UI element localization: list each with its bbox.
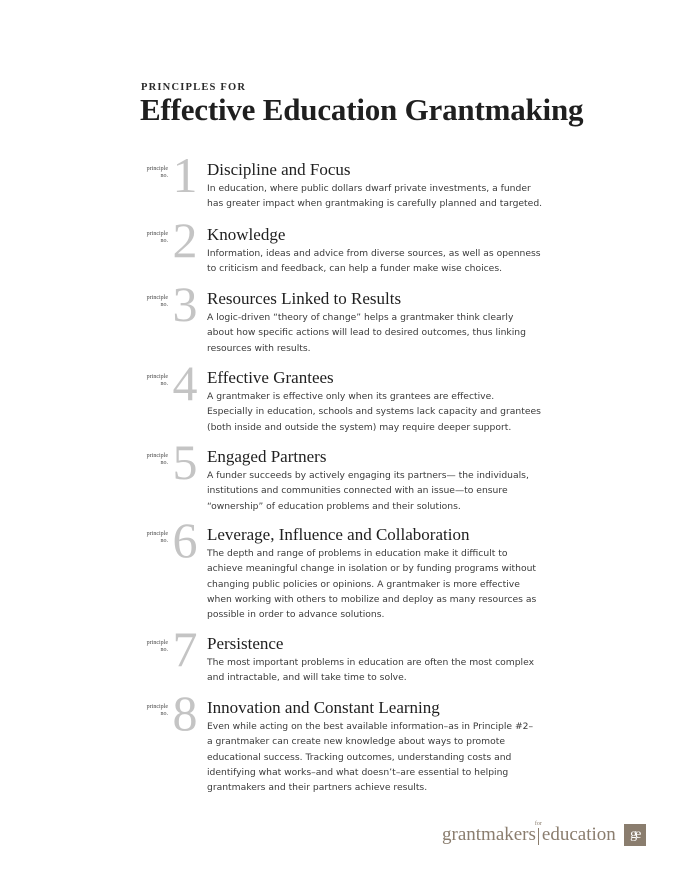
principle-number: 8 bbox=[172, 685, 198, 741]
page-title: Effective Education Grantmaking bbox=[140, 92, 584, 127]
principle-heading: Resources Linked to Results bbox=[207, 289, 402, 308]
principle-label: principle no. bbox=[146, 531, 168, 544]
principle-description: Information, ideas and advice from diverse sources, as well as openness to criticism and feedback, can help a funder make wise choices. bbox=[207, 248, 541, 275]
principle-label: principle no. bbox=[146, 295, 168, 308]
principle-heading: Leverage, Influence and Collaboration bbox=[207, 525, 470, 544]
principle-number: 2 bbox=[172, 212, 198, 268]
principle-heading: Discipline and Focus bbox=[207, 160, 351, 179]
principle-label: principle no. bbox=[146, 453, 168, 466]
ge-monogram-icon: ge bbox=[624, 824, 646, 846]
principle-label: principle no. bbox=[146, 374, 168, 387]
principle-description: A logic-driven “theory of change” helps a grantmaker think clearly about how specific actions will lead to desired outcomes, thus linking resources with results. bbox=[207, 312, 526, 354]
principle-description: The depth and range of problems in education make it difficult to achieve meaningful change in isolation or by funding programs without changing public policies or opinions. A grantmaker is more effective when working with others to mobilize and deploy as many resources as possible in order to advance solutions. bbox=[207, 548, 537, 621]
principle-label: principle no. bbox=[146, 704, 168, 717]
principle-number: 4 bbox=[172, 355, 198, 411]
principle-number: 1 bbox=[172, 147, 198, 203]
principle-number: 3 bbox=[172, 276, 198, 332]
principle-number: 5 bbox=[172, 434, 198, 490]
principle-description: A grantmaker is effective only when its grantees are effective. Especially in education, schools and systems lack capacity and grantees (both inside and outside the system) may require deeper support. bbox=[207, 391, 541, 433]
logo-divider bbox=[534, 821, 542, 845]
divider-bar bbox=[538, 828, 539, 845]
principle-number: 6 bbox=[172, 512, 198, 568]
principle-label: principle no. bbox=[146, 231, 168, 244]
grantmakers-for-education-logo bbox=[442, 822, 646, 848]
principle-label: principle no. bbox=[146, 166, 168, 179]
principle-description: A funder succeeds by actively engaging its partners— the individuals, institutions and communities connected with an issue—to ensure “ownership” of education problems and their solutions. bbox=[207, 470, 529, 512]
principle-description: Even while acting on the best available information–as in Principle #2– a grantmaker can create new knowledge about ways to promote educational success. Tracking outcomes, understanding costs and identifying what works–and what doesn’t–are essential to helping grantmakers and their partners achieve results. bbox=[207, 721, 534, 794]
principle-number: 7 bbox=[172, 621, 198, 677]
logo-text-education: education bbox=[541, 824, 616, 845]
principle-heading: Persistence bbox=[207, 634, 284, 653]
principle-description: In education, where public dollars dwarf private investments, a funder has greater impact when grantmaking is carefully planned and targeted. bbox=[207, 183, 543, 210]
principle-heading: Knowledge bbox=[207, 225, 286, 244]
principle-description: The most important problems in education are often the most complex and intractable, and will take time to solve. bbox=[207, 657, 535, 684]
principle-heading: Innovation and Constant Learning bbox=[207, 698, 440, 717]
principle-heading: Effective Grantees bbox=[207, 368, 334, 387]
logo-text-grantmakers: grantmakers bbox=[442, 824, 536, 845]
principle-heading: Engaged Partners bbox=[207, 447, 327, 466]
title-kicker: PRINCIPLES FOR bbox=[141, 82, 247, 93]
principle-label: principle no. bbox=[146, 640, 168, 653]
logo-text-for: for bbox=[534, 821, 542, 827]
